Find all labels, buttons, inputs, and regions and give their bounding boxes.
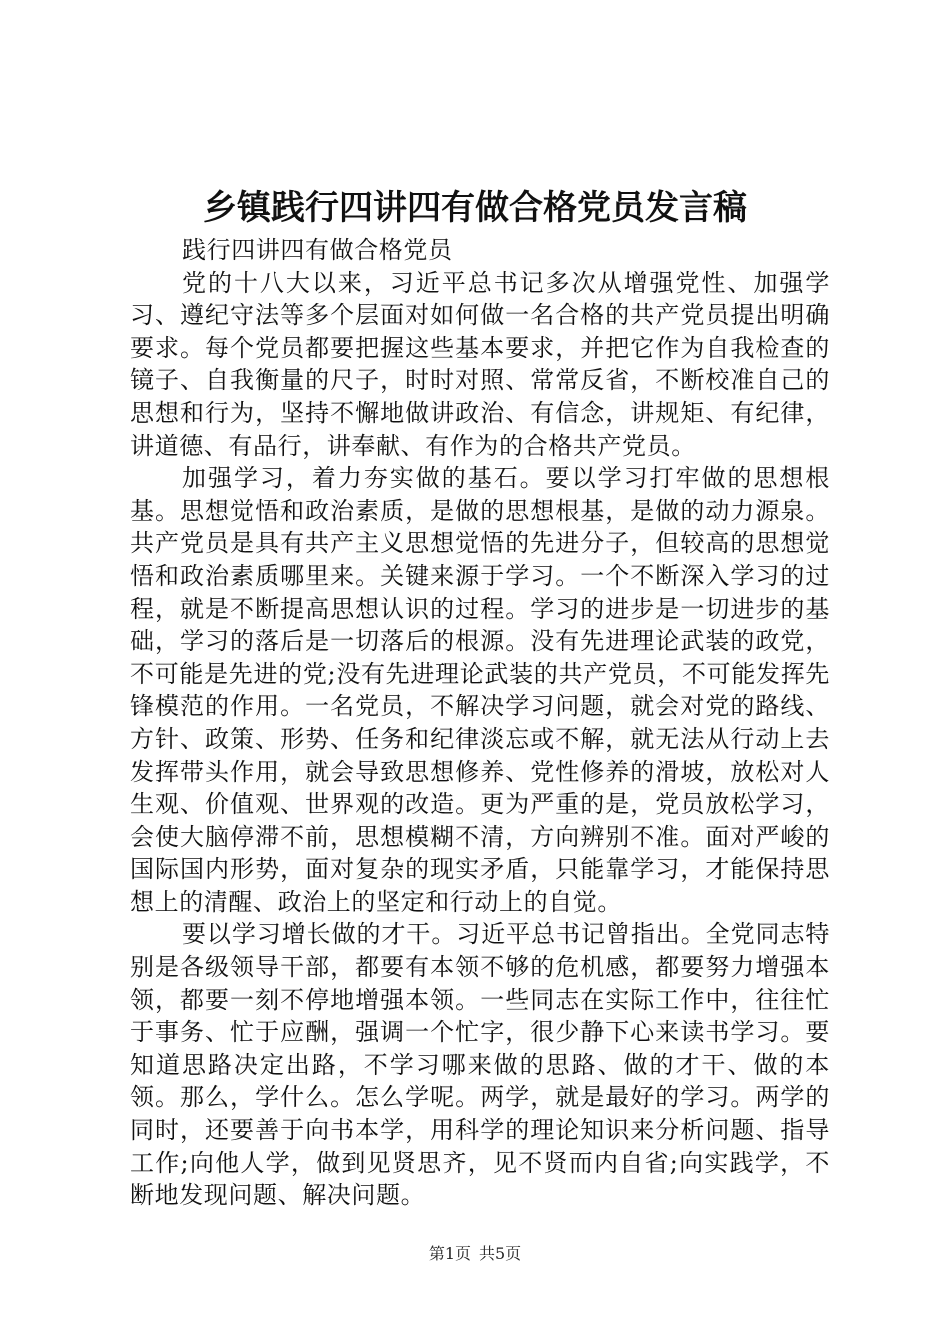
document-body (130, 234, 830, 1212)
paragraph: 要以学习增长做的才干。习近平总书记曾指出。全党同志特别是各级领导干部，都要有本领不够的危机感，都要努力增强本领，都要一刻不停地增强本领。一些同志在实际工作中，往往忙于事务、忙于应酬，强调一个忙字，很少静下心来读书学习。要知道思路决定出路，不学习哪来做的思路、做的才干、做的本领。那么，学什么。怎么学呢。两学，就是最好的学习。两学的同时，还要善于向书本学，用科学的理论知识来分析问题、指导工作;向他人学，做到见贤思齐，见不贤而内自省;向实践学，不断地发现问题、解决问题。 (130, 920, 830, 1210)
page-number-current: 第1页 (428, 1244, 471, 1263)
page-number-total: 共5页 (479, 1244, 522, 1263)
document-title: 乡镇践行四讲四有做合格党员发言稿 (203, 188, 747, 228)
document-subtitle: 践行四讲四有做合格党员 (182, 236, 453, 264)
paragraph: 党的十八大以来，习近平总书记多次从增强党性、加强学习、遵纪守法等多个层面对如何做一名合格的共产党员提出明确要求。每个党员都要把握这些基本要求，并把它作为自我检查的镜子、自我衡量的尺子，时时对照、常常反省，不断校准自己的思想和行为，坚持不懈地做讲政治、有信念，讲规矩、有纪律，讲道德、有品行，讲奉献、有作为的合格共产党员。 (130, 268, 830, 460)
page-footer (0, 1243, 950, 1265)
paragraph: 加强学习，着力夯实做的基石。要以学习打牢做的思想根基。思想觉悟和政治素质，是做的思想根基，是做的动力源泉。共产党员是具有共产主义思想觉悟的先进分子，但较高的思想觉悟和政治素质哪里来。关键来源于学习。一个不断深入学习的过程，就是不断提高思想认识的过程。学习的进步是一切进步的基础，学习的落后是一切落后的根源。没有先进理论武装的政党，不可能是先进的党;没有先进理论武装的共产党员，不可能发挥先锋模范的作用。一名党员，不解决学习问题，就会对党的路线、方针、政策、形势、任务和纪律淡忘或不解，就无法从行动上去发挥带头作用，就会导致思想修养、党性修养的滑坡，放松对人生观、价值观、世界观的改造。更为严重的是，党员放松学习，会使大脑停滞不前，思想模糊不清，方向辨别不准。面对严峻的国际国内形势，面对复杂的现实矛盾，只能靠学习，才能保持思想上的清醒、政治上的坚定和行动上的自觉。 (130, 464, 830, 916)
